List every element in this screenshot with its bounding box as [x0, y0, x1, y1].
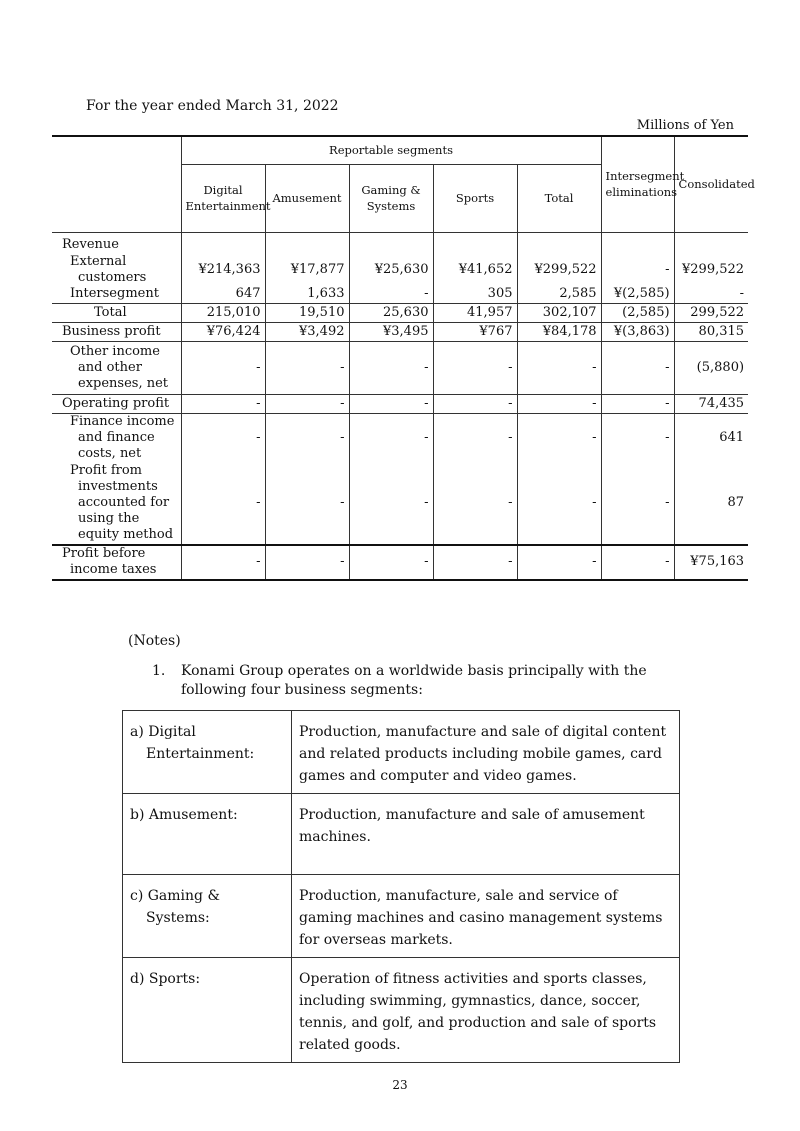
- cell: ¥75,163: [674, 545, 748, 580]
- row-label-total: Total: [52, 304, 181, 323]
- header-total: Total: [517, 164, 601, 232]
- segment-description-gaming: Production, manufacture, sale and service of gaming machines and casino management systems for overseas markets.: [292, 875, 680, 958]
- table-row: [52, 286, 748, 304]
- cell: -: [181, 414, 265, 463]
- row-label-profit-before-taxes: Profit before income taxes: [62, 546, 157, 577]
- table-row: [52, 463, 748, 545]
- row-label-equity-method: Profit from investments accounted for using the equity method: [52, 463, 181, 545]
- cell: -: [349, 342, 433, 395]
- cell: -: [517, 414, 601, 463]
- cell: (2,585): [601, 304, 674, 323]
- cell: -: [265, 342, 349, 395]
- table-row: [52, 323, 748, 342]
- row-label-other-income: Other income and other expenses, net: [52, 342, 181, 395]
- page-number: 23: [392, 1078, 408, 1092]
- cell: 19,510: [265, 304, 349, 323]
- cell: ¥3,492: [265, 323, 349, 342]
- cell: -: [601, 395, 674, 414]
- cell: -: [433, 342, 517, 395]
- table-row: [52, 395, 748, 414]
- note-number: 1.: [152, 663, 166, 679]
- table-row: [52, 545, 748, 580]
- cell: -: [517, 395, 601, 414]
- cell: ¥25,630: [349, 254, 433, 286]
- cell: -: [517, 342, 601, 395]
- cell: 641: [674, 414, 748, 463]
- note-item-1: [152, 662, 712, 700]
- cell: -: [433, 463, 517, 545]
- row-label-business-profit: Business profit: [52, 323, 181, 342]
- cell: ¥(3,863): [601, 323, 674, 342]
- cell: -: [349, 286, 433, 304]
- table-row: [52, 304, 748, 323]
- table-corner-cell: [52, 136, 181, 232]
- cell: -: [517, 463, 601, 545]
- cell: 41,957: [433, 304, 517, 323]
- cell: -: [181, 342, 265, 395]
- cell: -: [601, 254, 674, 286]
- cell: ¥3,495: [349, 323, 433, 342]
- cell: -: [181, 395, 265, 414]
- table-row: [123, 794, 680, 875]
- cell: ¥214,363: [181, 254, 265, 286]
- cell: ¥17,877: [265, 254, 349, 286]
- header-reportable-segments: Reportable segments: [181, 136, 601, 164]
- cell: -: [181, 545, 265, 580]
- cell: -: [601, 414, 674, 463]
- table-row: [52, 414, 748, 463]
- cell: ¥299,522: [674, 254, 748, 286]
- cell: 2,585: [517, 286, 601, 304]
- cell: -: [265, 414, 349, 463]
- cell: 1,633: [265, 286, 349, 304]
- cell: ¥767: [433, 323, 517, 342]
- cell: (5,880): [674, 342, 748, 395]
- cell: 299,522: [674, 304, 748, 323]
- cell: 302,107: [517, 304, 601, 323]
- cell: 80,315: [674, 323, 748, 342]
- cell: 74,435: [674, 395, 748, 414]
- segment-table: [52, 135, 755, 581]
- cell: -: [349, 545, 433, 580]
- cell: -: [265, 463, 349, 545]
- segment-label-amusement: b) Amusement:: [123, 794, 292, 875]
- table-row: [52, 342, 748, 395]
- cell: 25,630: [349, 304, 433, 323]
- cell: ¥(2,585): [601, 286, 674, 304]
- cell: 647: [181, 286, 265, 304]
- note-text: Konami Group operates on a worldwide basis principally with the following four business segments:: [181, 663, 647, 698]
- cell: -: [601, 342, 674, 395]
- cell: -: [265, 395, 349, 414]
- header-gaming-systems: Gaming & Systems: [349, 164, 433, 232]
- header-intersegment-eliminations: Intersegment eliminations: [601, 136, 674, 232]
- cell: -: [517, 545, 601, 580]
- cell: -: [601, 545, 674, 580]
- cell: -: [601, 463, 674, 545]
- segment-description-amusement: Production, manufacture and sale of amusement machines.: [292, 794, 680, 875]
- row-label-intersegment: Intersegment: [52, 286, 181, 304]
- header-consolidated: Consolidated: [674, 136, 748, 232]
- cell: -: [265, 545, 349, 580]
- cell: -: [674, 286, 748, 304]
- header-amusement: Amusement: [265, 164, 349, 232]
- cell: -: [433, 395, 517, 414]
- cell: -: [433, 414, 517, 463]
- segment-label-sports: d) Sports:: [123, 958, 292, 1063]
- cell: 87: [674, 463, 748, 545]
- cell: -: [433, 545, 517, 580]
- cell: ¥41,652: [433, 254, 517, 286]
- header-digital-entertainment: Digital Entertainment: [181, 164, 265, 232]
- cell: ¥299,522: [517, 254, 601, 286]
- header-sports: Sports: [433, 164, 517, 232]
- table-row: [123, 711, 680, 794]
- row-label-operating-profit: Operating profit: [52, 395, 181, 414]
- table-row: [52, 254, 748, 286]
- segment-description-sports: Operation of fitness activities and sports classes, including swimming, gymnastics, dance, soccer, tennis, and golf, and production and sale of sports related goods.: [292, 958, 680, 1063]
- cell: -: [349, 414, 433, 463]
- segment-description-digital: Production, manufacture and sale of digital content and related products including mobile games, card games and computer and video games.: [292, 711, 680, 794]
- segment-label-digital: a) Digital Entertainment:: [123, 711, 292, 794]
- cell: -: [349, 395, 433, 414]
- notes-title: (Notes): [128, 633, 181, 649]
- segment-description-table: [122, 710, 680, 1063]
- table-row: [123, 958, 680, 1063]
- cell: -: [181, 463, 265, 545]
- row-label-finance-income: Finance income and finance costs, net: [70, 414, 175, 462]
- cell: 215,010: [181, 304, 265, 323]
- cell: ¥84,178: [517, 323, 601, 342]
- units-label: Millions of Yen: [636, 118, 734, 133]
- row-label-revenue: Revenue: [62, 236, 119, 252]
- cell: 305: [433, 286, 517, 304]
- segment-label-gaming: c) Gaming & Systems:: [123, 875, 292, 958]
- table-row: [123, 875, 680, 958]
- cell: ¥76,424: [181, 323, 265, 342]
- cell: -: [349, 463, 433, 545]
- period-title: For the year ended March 31, 2022: [86, 98, 339, 114]
- row-label-external-customers: External customers: [70, 253, 147, 285]
